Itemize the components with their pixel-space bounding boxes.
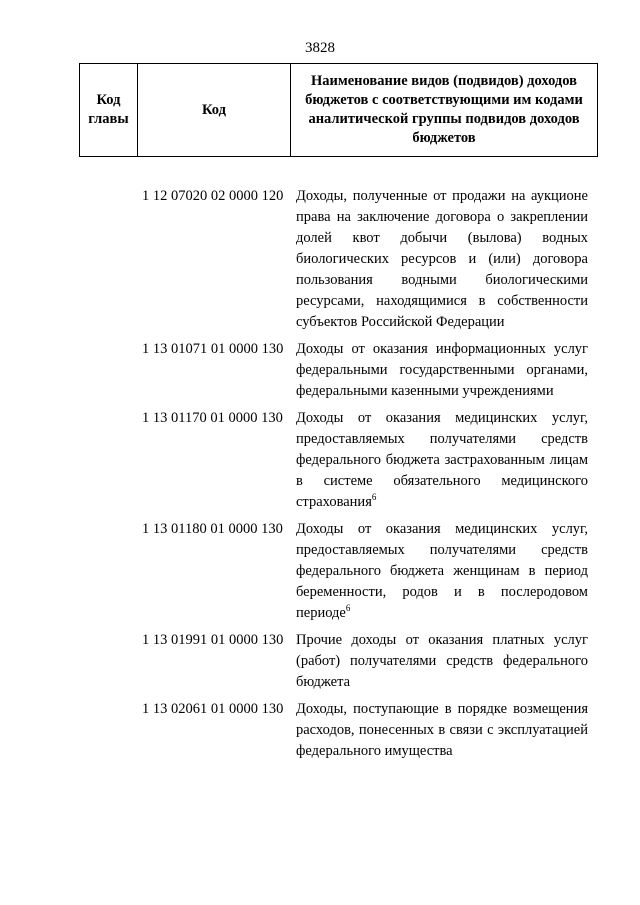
list-item [0, 408, 640, 513]
income-code: 1 12 07020 02 0000 120 [142, 188, 284, 204]
footnote-marker: 6 [371, 492, 377, 503]
income-code: 1 13 01071 01 0000 130 [142, 341, 284, 357]
income-code: 1 13 01991 01 0000 130 [142, 632, 284, 648]
header-table [79, 63, 598, 157]
list-item [0, 519, 640, 624]
income-description: Доходы от оказания информационных услуг федеральными государственными органами, федеральными казенными учреждениями [296, 341, 588, 399]
income-description: Доходы, полученные от продажи на аукционе права на заключение договора о закреплении долей квот добычи (вылова) водных биологических ресурсов и (или) договора пользования водными биологическими ресурсами, находящимися в собственности субъектов Российской Федерации [296, 188, 588, 330]
income-description: Доходы, поступающие в порядке возмещения расходов, понесенных в связи с эксплуатацией федерального имущества [296, 701, 588, 759]
income-code: 1 13 01180 01 0000 130 [142, 521, 283, 537]
header-name: Наименование видов (подвидов) доходов бюджетов с соответствующими им кодами аналитической группы подвидов доходов бюджетов [291, 64, 598, 157]
list-item [0, 699, 640, 762]
income-code: 1 13 01170 01 0000 130 [142, 410, 283, 426]
income-code: 1 13 02061 01 0000 130 [142, 701, 284, 717]
header-chapter-code: Код главы [80, 64, 138, 157]
list-item [0, 186, 640, 333]
header-code: Код [138, 64, 291, 157]
income-description: Прочие доходы от оказания платных услуг (работ) получателями средств федерального бюджета [296, 632, 588, 690]
income-description: Доходы от оказания медицинских услуг, предоставляемых получателями средств федерального бюджета женщинам в период беременности, родов и в послеродовом периоде$^6$ [296, 521, 588, 621]
income-list [0, 186, 640, 768]
page-number: 3828 [305, 40, 335, 56]
list-item [0, 630, 640, 693]
list-item [0, 339, 640, 402]
income-description: Доходы от оказания медицинских услуг, предоставляемых получателями средств федерального бюджета застрахованным лицам в системе обязательного медицинского страхования$^6$ [296, 410, 588, 510]
footnote-marker: 6 [345, 603, 351, 614]
